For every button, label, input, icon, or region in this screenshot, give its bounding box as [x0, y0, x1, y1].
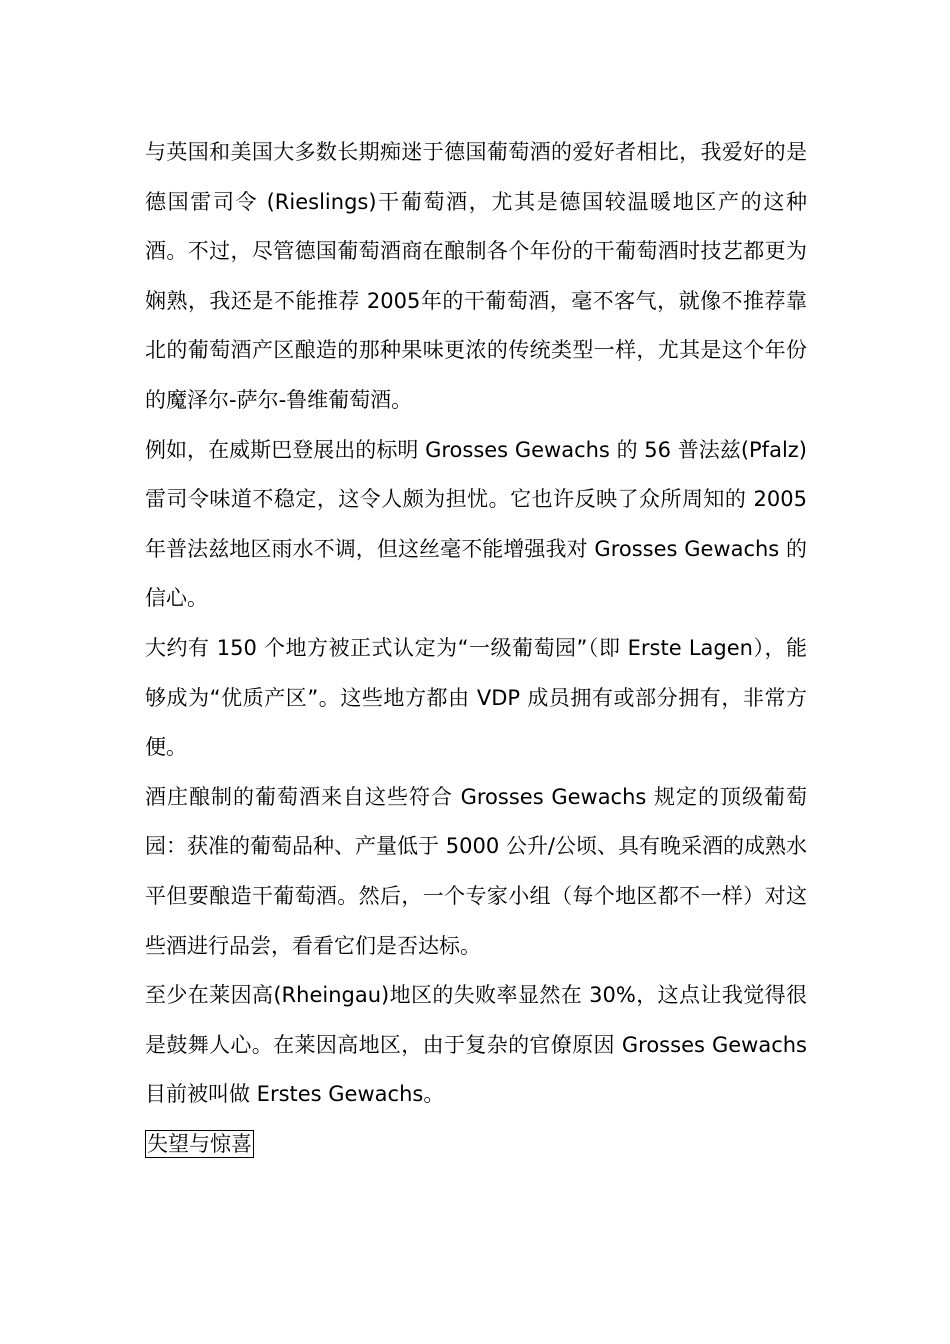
paragraph-3: 大约有 150 个地方被正式认定为“一级葡萄园”（即 Erste Lagen），能够成为“优质产区”。这些地方都由 VDP 成员拥有或部分拥有，非常方便。	[145, 635, 807, 760]
paragraph-2: 例如，在威斯巴登展出的标明 Grosses Gewachs 的 56 普法兹(Pfalz)雷司令味道不稳定，这令人颇为担忧。它也许反映了众所周知的 2005 年普法兹地区雨水不调，但这丝毫不能增强我对 Grosses Gewachs 的信心。	[145, 437, 807, 611]
section-heading: 失望与惊喜	[147, 1131, 252, 1156]
paragraph-5: 至少在莱因高(Rheingau)地区的失败率显然在 30%，这点让我觉得很是鼓舞人心。在莱因高地区，由于复杂的官僚原因 Grosses Gewachs 目前被叫做 Erstes Gewachs。	[145, 983, 807, 1107]
paragraph-4: 酒庄酿制的葡萄酒来自这些符合 Grosses Gewachs 规定的顶级葡萄园：获准的葡萄品种、产量低于 5000 公升/公顷、具有晚采酒的成熟水平但要酿造干葡萄酒。然后，一个专家小组（每个地区都不一样）对这些酒进行品尝，看看它们是否达标。	[145, 784, 807, 958]
article-body	[145, 128, 807, 1169]
paragraph-1: 与英国和美国大多数长期痴迷于德国葡萄酒的爱好者相比，我爱好的是德国雷司令 (Rieslings)干葡萄酒，尤其是德国较温暖地区产的这种酒。不过，尽管德国葡萄酒商在酿制各个年份的干葡萄酒时技艺都更为娴熟，我还是不能推荐 2005年的干葡萄酒，毫不客气，就像不推荐靠北的葡萄酒产区酿造的那种果味更浓的传统类型一样，尤其是这个年份的魔泽尔-萨尔-鲁维葡萄酒。	[145, 140, 807, 412]
